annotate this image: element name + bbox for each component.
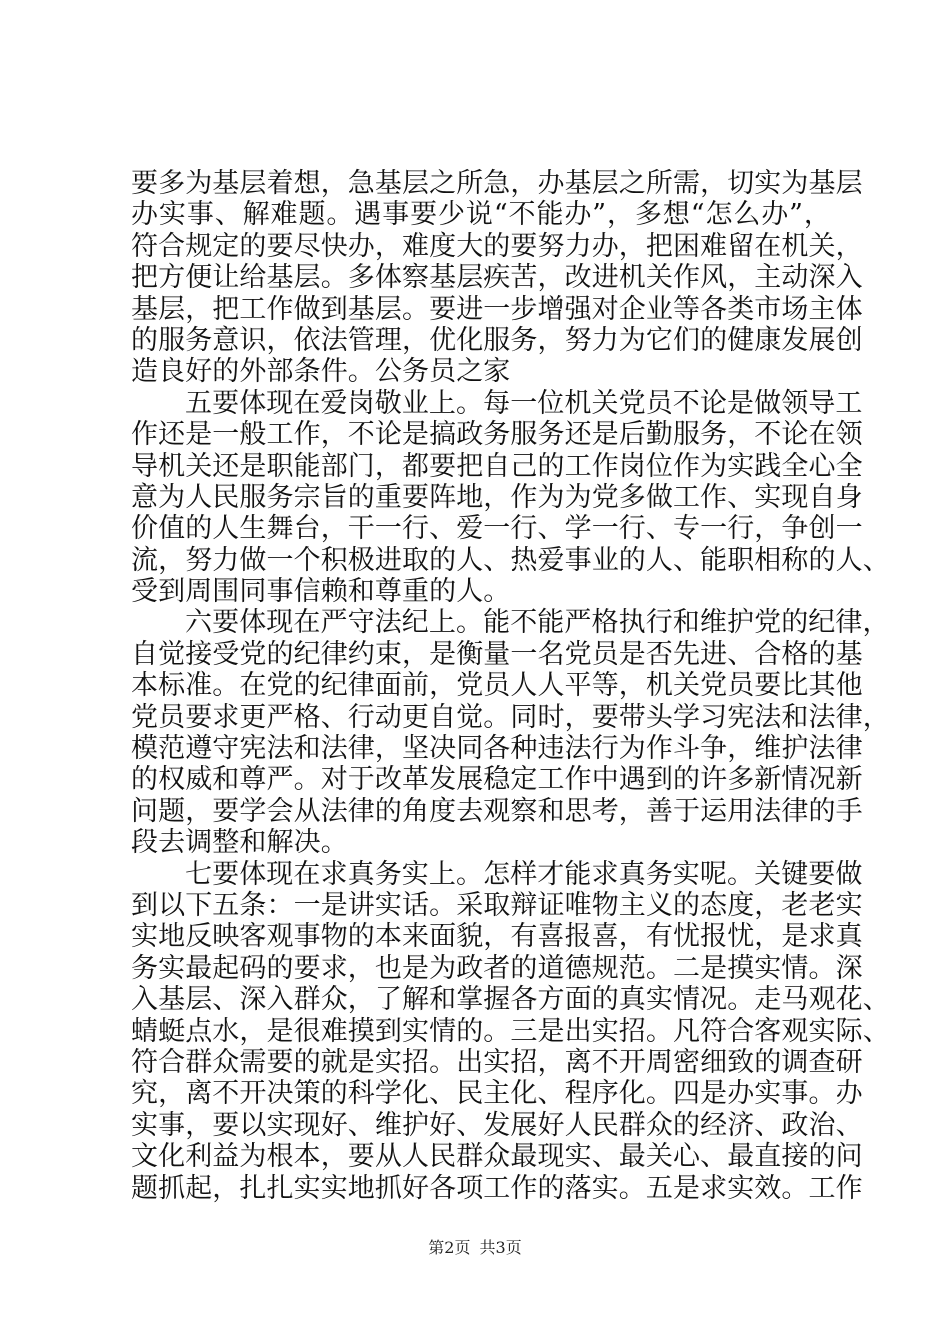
text-line: 实事，要以实现好、维护好、发展好人民群众的经济、政治、 [131,1109,863,1141]
text-line: 的权威和尊严。对于改革发展稳定工作中遇到的许多新情况新 [131,764,863,796]
text-line: 要多为基层着想，急基层之所急，办基层之所需，切实为基层 [131,168,863,199]
text-line: 把方便让给基层。多体察基层疾苦，改进机关作风，主动深入 [131,262,863,294]
text-line: 文化利益为根本，要从人民群众最现实、最关心、最直接的问 [131,1141,863,1173]
text-line: 七要体现在求真务实上。怎样才能求真务实呢。关键要做 [185,858,863,890]
text-line: 题抓起，扎扎实实地抓好各项工作的落实。五是求实效。工作 [131,1172,863,1204]
text-line: 办实事、解难题。遇事要少说“不能办”，多想“怎么办”， [131,199,831,231]
text-line: 造良好的外部条件。公务员之家 [131,356,511,388]
text-line: 符合群众需要的就是实招。出实招，离不开周密细致的调查研 [131,1046,863,1078]
text-line: 自觉接受党的纪律约束，是衡量一名党员是否先进、合格的基 [131,638,863,670]
text-line: 段去调整和解决。 [131,827,348,859]
text-line: 入基层、深入群众，了解和掌握各方面的真实情况。走马观花、 [131,984,890,1016]
text-line: 模范遵守宪法和法律，坚决同各种违法行为作斗争，维护法律 [131,733,863,765]
text-line: 问题，要学会从法律的角度去观察和思考，善于运用法律的手 [131,795,863,827]
text-line: 的服务意识，依法管理，优化服务，努力为它们的健康发展创 [131,324,863,356]
text-line: 导机关还是职能部门，都要把自己的工作岗位作为实践全心全 [131,450,863,482]
text-line: 流，努力做一个积极进取的人、热爱事业的人、能职相称的人、 [131,544,890,576]
text-line: 究，离不开决策的科学化、民主化、程序化。四是办实事。办 [131,1078,863,1110]
text-line: 到以下五条：一是讲实话。采取辩证唯物主义的态度，老老实 [131,889,863,921]
text-line: 符合规定的要尽快办，难度大的要努力办，把困难留在机关， [131,230,863,262]
page-number: 第2页 [428,1238,471,1257]
text-line: 实地反映客观事物的本来面貌，有喜报喜，有忧报忧，是求真 [131,921,863,953]
paragraph-five [131,387,890,608]
text-line: 党员要求更严格、行动更自觉。同时，要带头学习宪法和法律， [131,701,890,733]
text-line: 价值的人生舞台，干一行、爱一行、学一行、专一行，争创一 [131,513,863,545]
page-total: 共3页 [479,1238,522,1257]
paragraph-six [131,607,890,859]
text-line: 五要体现在爱岗敬业上。每一位机关党员不论是做领导工 [185,387,863,419]
text-line: 意为人民服务宗旨的重要阵地，作为为党多做工作、实现自身 [131,481,863,513]
text-line: 基层，把工作做到基层。要进一步增强对企业等各类市场主体 [131,293,863,325]
text-line: 六要体现在严守法纪上。能不能严格执行和维护党的纪律， [185,607,890,639]
text-line: 本标准。在党的纪律面前，党员人人平等，机关党员要比其他 [131,670,863,702]
text-line: 受到周围同事信赖和尊重的人。 [131,576,511,608]
text-line: 务实最起码的要求，也是为政者的道德规范。二是摸实情。深 [131,952,863,984]
text-line: 蜻蜓点水，是很难摸到实情的。三是出实招。凡符合客观实际、 [131,1015,890,1047]
document-body [131,168,890,1204]
paragraph-seven [131,858,890,1204]
page-footer [0,1238,950,1258]
text-line: 作还是一般工作，不论是搞政务服务还是后勤服务，不论在领 [131,419,863,451]
paragraph-continuation [131,168,863,388]
